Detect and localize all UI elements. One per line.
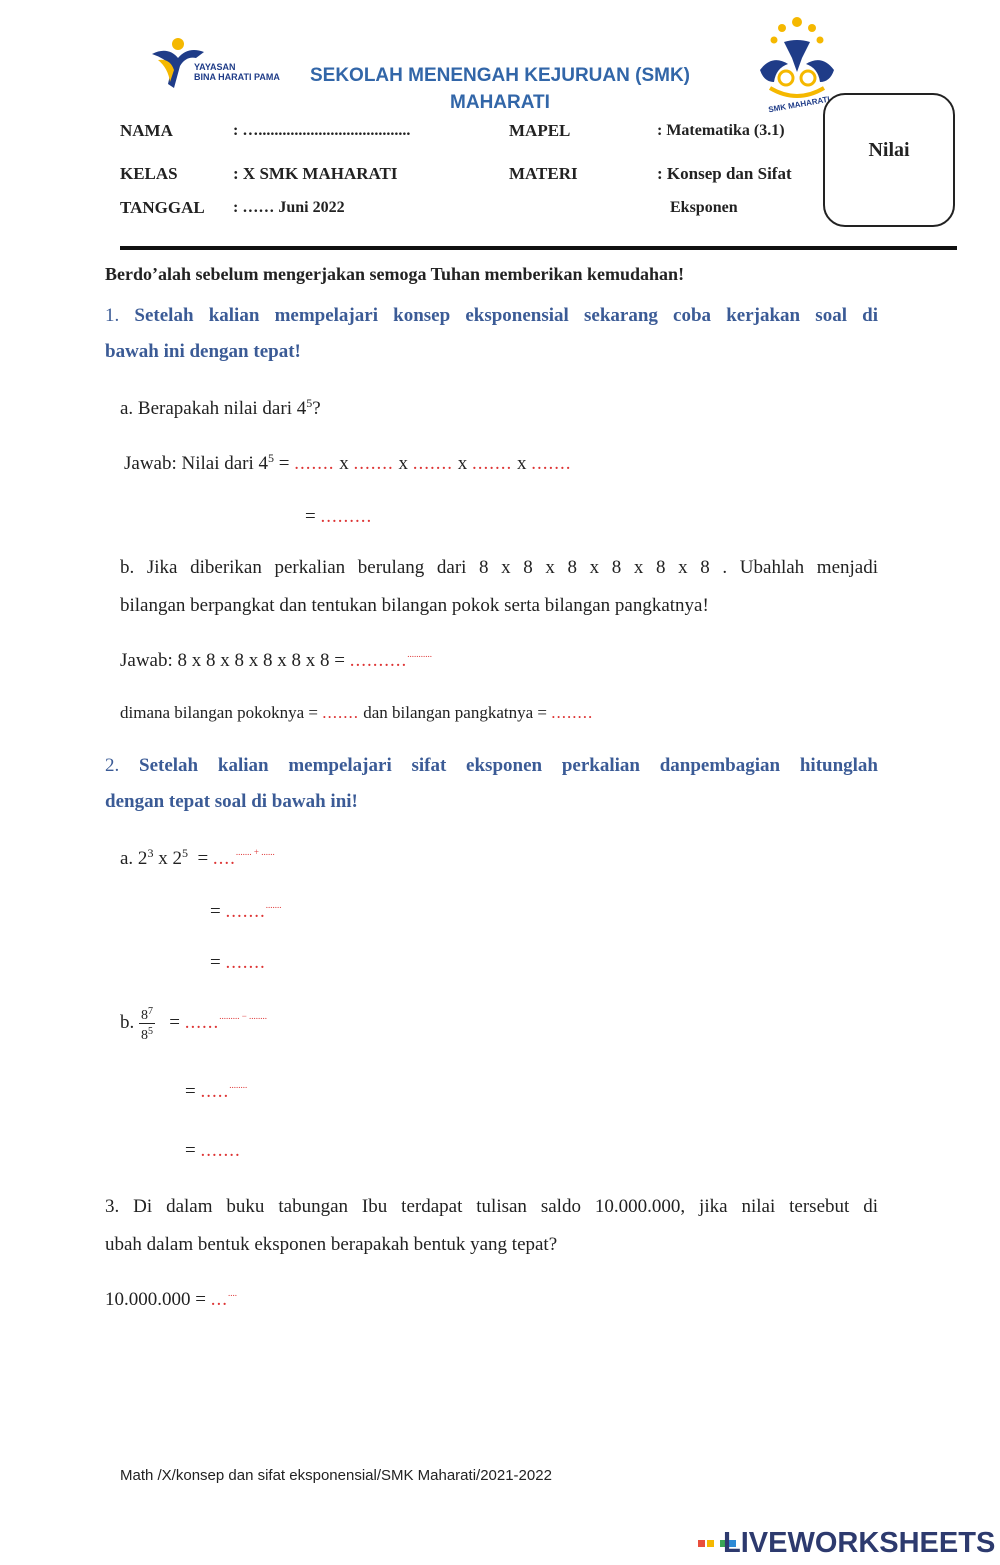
q1b-answer-blank[interactable]: .......... xyxy=(349,650,408,671)
footer-text: Math /X/konsep dan sifat eksponensial/SMK Maharati/2021-2022 xyxy=(120,1467,552,1484)
q1b-pokok-pangkat xyxy=(120,703,593,723)
q2b-denominator xyxy=(139,1024,155,1043)
q2b-line1-blank[interactable]: ...... xyxy=(184,1011,220,1033)
q1a-blank-3[interactable]: ....... xyxy=(412,453,454,474)
foundation-logo-line1: YAYASAN xyxy=(194,62,236,72)
q1a-times-1: x xyxy=(339,453,349,474)
mapel-value: : Matematika (3.1) xyxy=(657,122,785,139)
tanggal-field[interactable]: : …… Juni 2022 xyxy=(233,199,345,216)
q1a-blank-1[interactable]: ....... xyxy=(294,453,335,474)
q1b-answer-exp-blank[interactable]: ........... xyxy=(407,649,432,659)
q1a-question-text: a. Berapakah nilai dari 4 xyxy=(120,398,307,419)
q1a-answer-eq: = xyxy=(274,453,295,474)
q2b-line3 xyxy=(185,1140,241,1162)
q2a-line2 xyxy=(210,900,281,923)
q2b-line2-blank[interactable]: ..... xyxy=(200,1081,230,1102)
q1a-result-eq: = xyxy=(305,506,316,527)
q2b-line2 xyxy=(185,1080,247,1103)
q2a-line2-exp[interactable]: ....... xyxy=(265,900,282,910)
q1b-question-line2: bilangan berpangkat dan tentukan bilangan pokok serta bilangan pangkatnya! xyxy=(120,595,709,616)
liveworksheets-watermark xyxy=(697,1527,995,1559)
kelas-value: : X SMK MAHARATI xyxy=(233,164,398,183)
q1b-pangkat-blank[interactable]: ........ xyxy=(551,703,594,722)
q1a-answer-prefix: Jawab: Nilai dari 4 xyxy=(124,453,269,474)
q2b-line3-blank[interactable]: ....... xyxy=(200,1140,241,1161)
q1a-question-exp: 5 xyxy=(306,396,313,410)
q2a-line2-blank[interactable]: ....... xyxy=(225,901,266,922)
q1-instruction-line2-text: bawah ini dengan tepat! xyxy=(105,341,301,362)
nama-label: NAMA xyxy=(120,121,173,140)
foundation-logo xyxy=(148,36,278,92)
q1-instruction-text: Setelah kalian mempelajari konsep eksponensial sekarang coba kerjakan soal di xyxy=(134,305,878,326)
nama-field[interactable]: : …...................................... xyxy=(233,122,411,139)
q1-number: 1. xyxy=(105,305,120,326)
q1a-times-3: x xyxy=(457,453,468,474)
q2b-line1 xyxy=(120,1004,267,1043)
school-logo xyxy=(752,12,842,115)
q2b-line2-exp[interactable]: ........ xyxy=(229,1080,248,1090)
q1a-blank-5[interactable]: ....... xyxy=(531,453,572,474)
foundation-logo-line2: BINA HARATI PAMA xyxy=(194,72,280,82)
q2-instruction-line2 xyxy=(105,791,358,813)
q2b-line1-exp[interactable]: ......... − ........ xyxy=(219,1010,268,1021)
q3-answer-exp[interactable]: .... xyxy=(227,1288,237,1298)
q1b-answer-prefix: Jawab: 8 x 8 x 8 x 8 x 8 x 8 = xyxy=(120,650,345,671)
q2-instruction-text: Setelah kalian mempelajari sifat eksponen perkalian danpembagian hitunglah xyxy=(139,755,879,776)
q1a-question xyxy=(120,396,321,420)
q2a-eq-2: = xyxy=(210,901,221,922)
mapel-label: MAPEL xyxy=(509,121,571,140)
q2a-line1 xyxy=(120,846,275,870)
q1-instruction-line2 xyxy=(105,341,301,363)
q1a-answer xyxy=(124,451,572,475)
liveworksheets-logo-icon xyxy=(697,1539,719,1548)
q2a-eq-3: = xyxy=(210,952,221,973)
materi-value-line2: Eksponen xyxy=(670,199,738,216)
watermark-text: LIVEWORKSHEETS xyxy=(723,1527,996,1559)
prayer-text: Berdo’alah sebelum mengerjakan semoga Tuhan memberikan kemudahan! xyxy=(105,264,685,284)
q2b-eq-2: = xyxy=(185,1081,196,1102)
q2b-num-base: 8 xyxy=(141,1008,148,1023)
kelas-label: KELAS xyxy=(120,164,178,183)
school-logo-text: SMK MAHARATI xyxy=(767,94,831,115)
q2b-den-base: 8 xyxy=(141,1028,148,1043)
school-title xyxy=(290,62,710,116)
q2b-num-exp: 7 xyxy=(148,1006,153,1017)
q2-number: 2. xyxy=(105,755,120,776)
q2a-exp2: 5 xyxy=(181,846,188,860)
q1b-pangkat-label: dan bilangan pangkatnya = xyxy=(363,703,547,722)
q3-question-line2: ubah dalam bentuk eksponen berapakah bentuk yang tepat? xyxy=(105,1234,558,1255)
q1b-answer xyxy=(120,649,432,672)
q2-instruction-line1 xyxy=(105,755,878,777)
q1a-times-4: x xyxy=(517,453,527,474)
tanggal-label: TANGGAL xyxy=(120,198,205,217)
q1a-result-blank[interactable]: ......... xyxy=(320,506,373,527)
q2b-den-exp: 5 xyxy=(148,1026,153,1037)
q2b-label: b. xyxy=(120,1011,135,1033)
q3-answer-prefix: 10.000.000 = xyxy=(105,1289,206,1310)
q1a-times-2: x xyxy=(398,453,409,474)
q1a-answer-exp: 5 xyxy=(268,451,275,465)
header-divider xyxy=(120,246,957,250)
q2a-exp1: 3 xyxy=(147,846,154,860)
q1a-blank-2[interactable]: ....... xyxy=(353,453,394,474)
q3-answer-blank[interactable]: ... xyxy=(210,1289,228,1310)
q2a-mid: x 2 xyxy=(153,848,182,869)
q2b-eq-3: = xyxy=(185,1140,196,1161)
q2a-line1-blank[interactable]: .... xyxy=(212,848,236,869)
q1b-pokok-label: dimana bilangan pokoknya = xyxy=(120,703,318,722)
q1a-blank-4[interactable]: ....... xyxy=(472,453,513,474)
materi-value: : Konsep dan Sifat xyxy=(657,164,792,183)
q1b-question-line1: b. Jika diberikan perkalian berulang dari 8 x 8 x 8 x 8 x 8 x 8 . Ubahlah menjadi xyxy=(120,557,878,578)
q2b-fraction xyxy=(139,1004,155,1043)
q1a-result xyxy=(305,506,372,528)
q2b-eq-1: = xyxy=(169,1011,180,1033)
school-title-line2: MAHARATI xyxy=(450,92,550,113)
q2a-line3-blank[interactable]: ....... xyxy=(225,952,266,973)
school-title-line1: SEKOLAH MENENGAH KEJURUAN (SMK) xyxy=(309,65,690,86)
q2-instruction-line2-text: dengan tepat soal di bawah ini! xyxy=(105,791,358,812)
materi-label: MATERI xyxy=(509,164,578,183)
q2a-label: a. 2 xyxy=(120,848,148,869)
q2a-eq-1: = xyxy=(197,848,209,869)
nilai-label: Nilai xyxy=(868,139,910,161)
q3-answer xyxy=(105,1288,237,1311)
q2a-line1-exp[interactable]: ....... + ...... xyxy=(235,847,275,857)
q2b-numerator xyxy=(139,1004,155,1024)
q1a-question-end: ? xyxy=(312,398,321,419)
nilai-box[interactable] xyxy=(823,93,955,227)
q2a-line3 xyxy=(210,952,266,974)
q3-question-line1: 3. Di dalam buku tabungan Ibu terdapat tulisan saldo 10.000.000, jika nilai tersebut di xyxy=(105,1196,878,1217)
q1b-pokok-blank[interactable]: ....... xyxy=(322,703,359,722)
q1-instruction-line1 xyxy=(105,305,878,327)
